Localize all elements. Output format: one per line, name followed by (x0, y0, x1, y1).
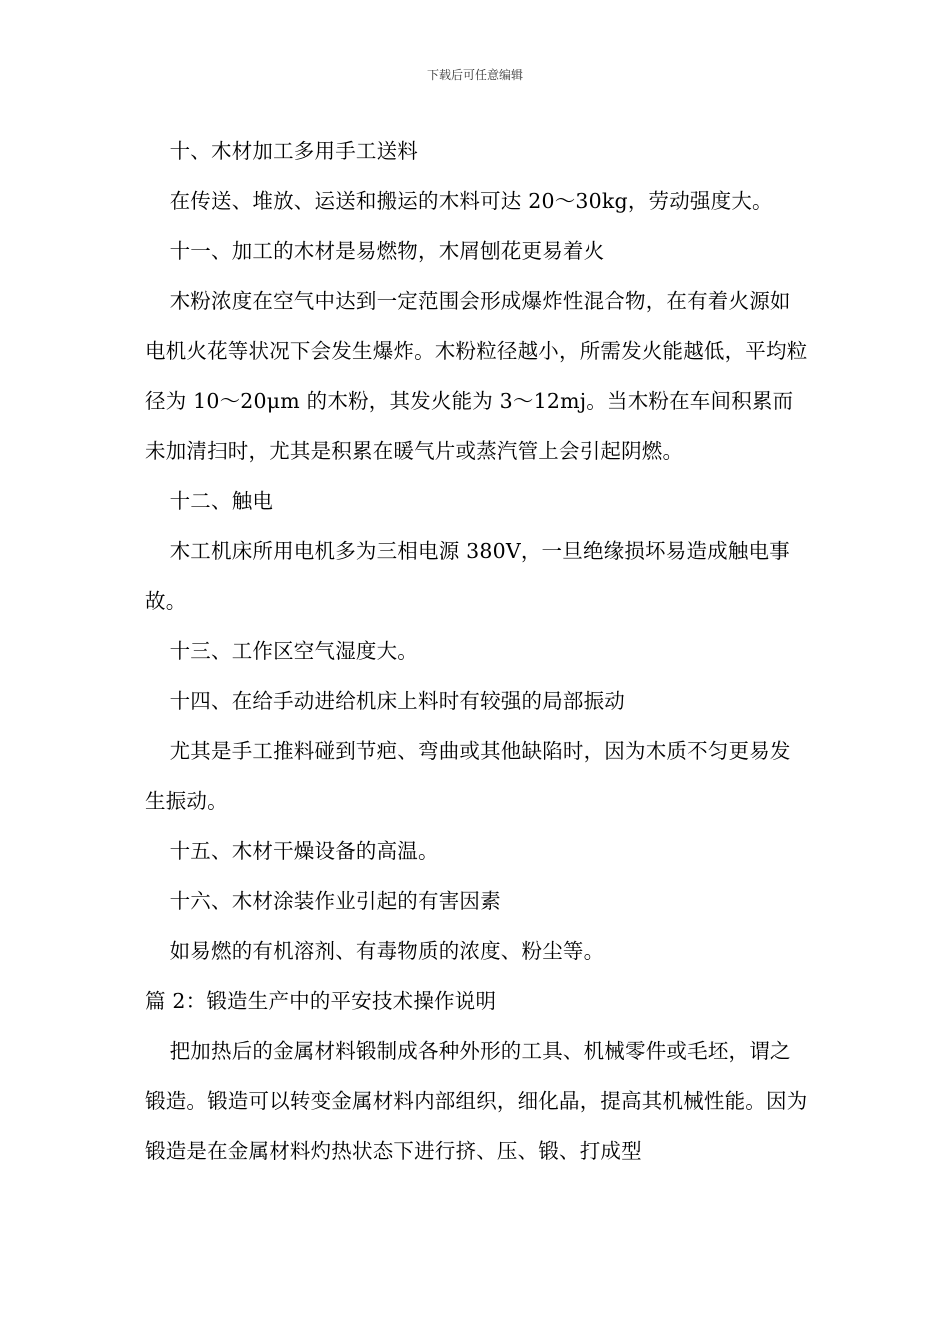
paragraph: 尤其是手工推料碰到节疤、弯曲或其他缺陷时，因为木质不匀更易发生振动。 (145, 739, 791, 813)
section-heading-16: 十六、木材涂装作业引起的有害因素 (169, 889, 501, 913)
section-heading-11: 十一、加工的木材是易燃物，木屑刨花更易着火 (169, 239, 605, 263)
section-heading-10: 十、木材加工多用手工送料 (169, 139, 418, 163)
paragraph: 把加热后的金属材料锻制成各种外形的工具、机械零件或毛坯，谓之锻造。锻造可以转变金属材料内部组织，细化晶，提高其机械性能。因为锻造是在金属材料灼热状态下进行挤、压、锻、打成型 (145, 1039, 808, 1163)
section-heading-14: 十四、在给手动进给机床上料时有较强的局部振动 (169, 689, 625, 713)
section-heading-12: 十二、触电 (169, 489, 274, 513)
paragraph: 在传送、堆放、运送和搬运的木料可达 20～30kg，劳动强度大。 (169, 189, 773, 213)
section-heading-13: 十三、工作区空气湿度大。 (169, 639, 418, 663)
paragraph: 木粉浓度在空气中达到一定范围会形成爆炸性混合物，在有着火源如电机火花等状况下会发生爆炸。木粉粒径越小，所需发火能越低，平均粒径为 10～20μm 的木粉，其发火能为 3～12mj。当木粉在车间积累而未加清扫时，尤其是积累在暖气片或蒸汽管上会引起阴燃。 (145, 289, 808, 463)
page-header: 下载后可任意编辑 (426, 68, 523, 82)
section-heading-15: 十五、木材干燥设备的高温。 (169, 839, 439, 863)
paragraph: 如易燃的有机溶剂、有毒物质的浓度、粉尘等。 (169, 939, 605, 963)
chapter-heading: 篇 2：锻造生产中的平安技术操作说明 (145, 989, 497, 1013)
paragraph: 木工机床所用电机多为三相电源 380V，一旦绝缘损坏易造成触电事故。 (145, 539, 790, 613)
document-body (145, 126, 810, 1176)
